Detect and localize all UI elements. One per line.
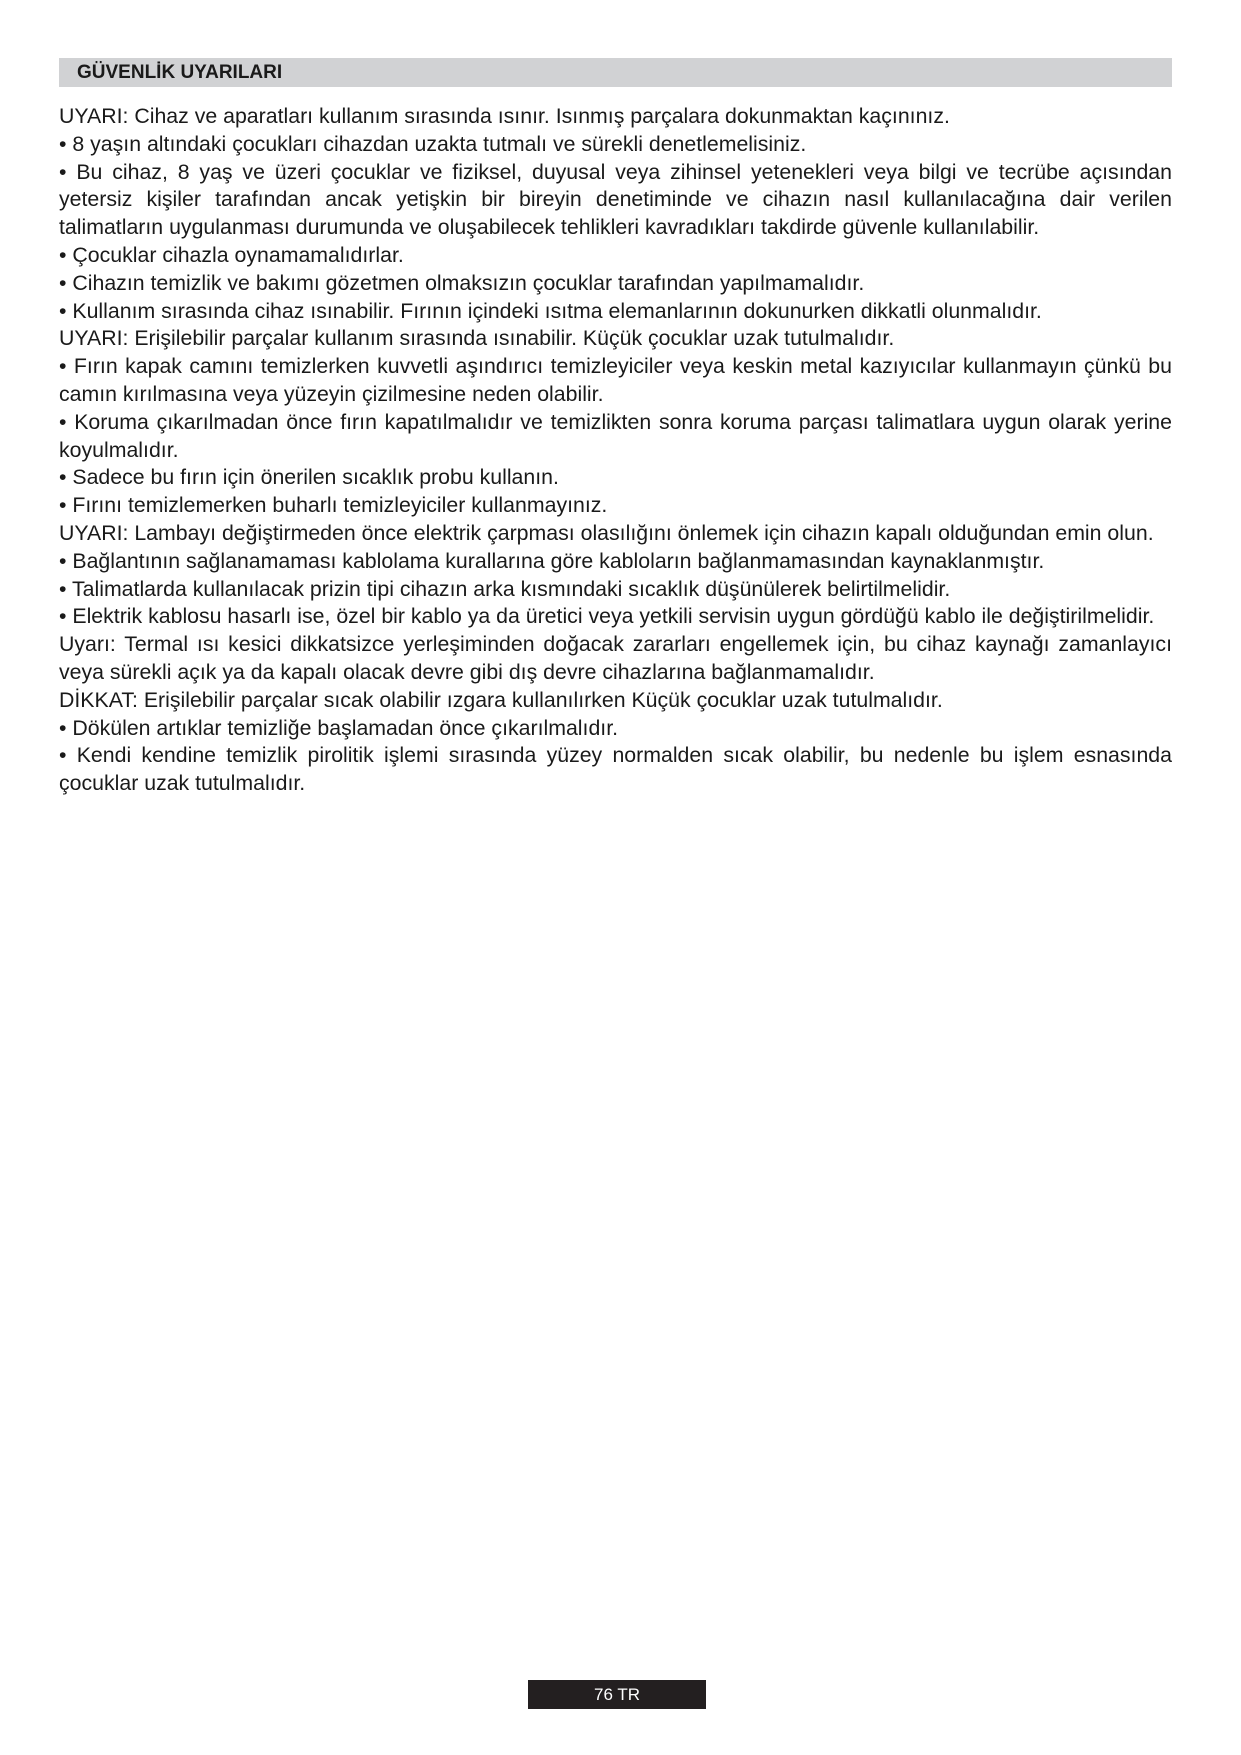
paragraph: • Elektrik kablosu hasarlı ise, özel bir kablo ya da üretici veya yetkili servisin uygun gördüğü kablo ile değiştirilmelidir. [59,604,1155,629]
paragraph: Uyarı: Termal ısı kesici dikkatsizce yerleşiminden doğacak zararları engellemek için, bu cihaz kaynağı zamanlayıcı veya sürekli açık ya da kapalı olacak devre gibi dış devre cihazlarına bağlanmamalıdır. [59,632,1172,684]
paragraph: • Çocuklar cihazla oynamamalıdırlar. [59,242,404,267]
paragraph: • Fırını temizlemerken buharlı temizleyiciler kullanmayınız. [59,493,608,518]
paragraph: • Dökülen artıklar temizliğe başlamadan önce çıkarılmalıdır. [59,715,619,740]
paragraph: • Kullanım sırasında cihaz ısınabilir. Fırının içindeki ısıtma elemanlarının dokunurken dikkatli olunmalıdır. [59,298,1042,323]
paragraph: • Talimatlarda kullanılacak prizin tipi cihazın arka kısmındaki sıcaklık düşünülerek belirtilmelidir. [59,576,951,601]
section-title: GÜVENLİK UYARILARI [59,58,1172,87]
safety-warnings-body [59,103,1172,798]
page-number: 76 TR [528,1680,706,1709]
paragraph: • Kendi kendine temizlik pirolitik işlemi sırasında yüzey normalden sıcak olabilir, bu nedenle bu işlem esnasında çocuklar uzak tutulmalıdır. [59,743,1172,796]
paragraph: • Cihazın temizlik ve bakımı gözetmen olmaksızın çocuklar tarafından yapılmamalıdır. [59,270,865,295]
paragraph: • Fırın kapak camını temizlerken kuvvetli aşındırıcı temizleyiciler veya keskin metal kazıyıcılar kullanmayın çünkü bu camın kırılmasına veya yüzeyin çizilmesine neden olabilir. [59,354,1172,406]
paragraph: DİKKAT: Erişilebilir parçalar sıcak olabilir ızgara kullanılırken Küçük çocuklar uzak tutulmalıdır. [59,687,943,712]
paragraph: • Bu cihaz, 8 yaş ve üzeri çocuklar ve fiziksel, duyusal veya zihinsel yetenekleri veya bilgi ve tecrübe açısından yetersiz kişiler tarafından ancak yetişkin bir bireyin denetiminde ve cihazın nasıl kullanılacağına dair verilen talimatların uygulanması durumunda ve oluşabilecek tehlikleri kavradıkları takdirde güvenle kullanılabilir. [59,159,1172,240]
paragraph: • Sadece bu fırın için önerilen sıcaklık probu kullanın. [59,465,559,490]
paragraph: UYARI: Lambayı değiştirmeden önce elektrik çarpması olasılığını önlemek için cihazın kapalı olduğundan emin olun. [59,520,1154,545]
paragraph: UYARI: Cihaz ve aparatları kullanım sırasında ısınır. Isınmış parçalara dokunmaktan kaçınınız. [59,104,950,128]
paragraph: • Koruma çıkarılmadan önce fırın kapatılmalıdır ve temizlikten sonra koruma parçası talimatlara uygun olarak yerine koyulmalıdır. [59,409,1172,462]
paragraph: UYARI: Erişilebilir parçalar kullanım sırasında ısınabilir. Küçük çocuklar uzak tutulmalıdır. [59,326,895,351]
paragraph: • 8 yaşın altındaki çocukları cihazdan uzakta tutmalı ve sürekli denetlemelisiniz. [59,131,807,156]
paragraph: • Bağlantının sağlanamaması kablolama kurallarına göre kabloların bağlanmamasından kaynaklanmıştır. [59,548,1045,573]
